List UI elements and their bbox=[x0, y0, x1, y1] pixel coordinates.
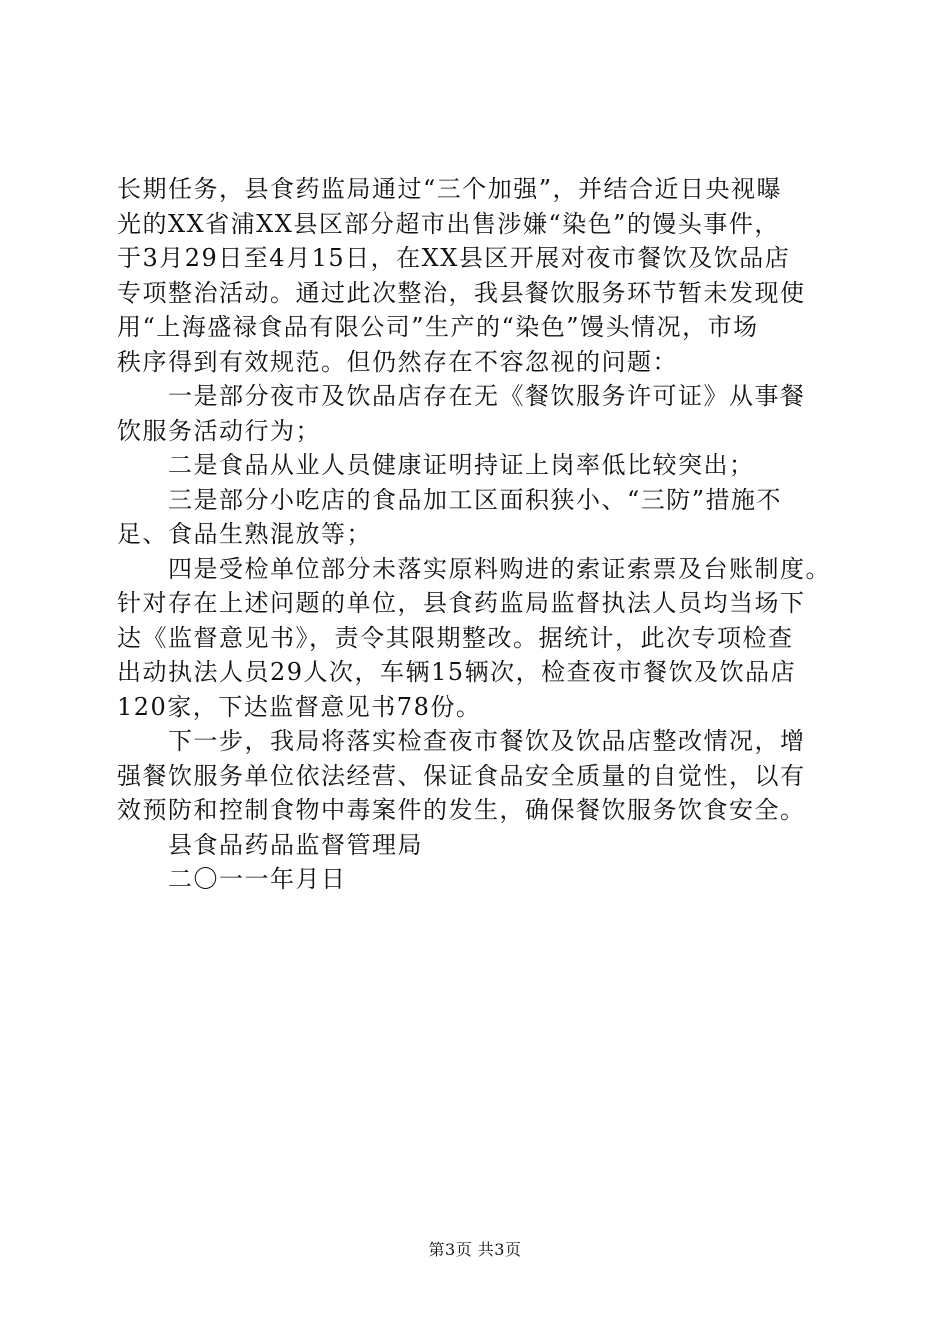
text-line: 饮服务活动行为； bbox=[117, 416, 321, 445]
page-number-footer: 第3页 共3页 bbox=[428, 1240, 522, 1259]
list-item-1: 一是部分夜市及饮品店存在无《餐饮服务许可证》从事餐 bbox=[117, 382, 806, 410]
document-body bbox=[117, 172, 833, 897]
text-line: 120家，下达监督意见书78份。 bbox=[117, 692, 482, 721]
signature-date: 二〇一一年月日 bbox=[117, 865, 347, 893]
list-item-2: 二是食品从业人员健康证明持证上岗率低比较突出； bbox=[117, 451, 755, 479]
text-line: 长期任务，县食药监局通过“三个加强”，并结合近日央视曝 bbox=[117, 175, 783, 203]
text-line: 出动执法人员29人次，车辆15辆次，检查夜市餐饮及饮品店 bbox=[117, 658, 797, 686]
text-line: 针对存在上述问题的单位，县食药监局监督执法人员均当场下 bbox=[117, 589, 806, 617]
list-item-3: 三是部分小吃店的食品加工区面积狭小、“三防”措施不 bbox=[117, 485, 783, 514]
next-step-paragraph: 下一步，我局将落实检查夜市餐饮及饮品店整改情况，增 bbox=[117, 727, 806, 755]
text-line: 强餐饮服务单位依法经营、保证食品安全质量的自觉性，以有 bbox=[117, 761, 806, 790]
text-line: 光的XX省浦XX县区部分超市出售涉嫌“染色”的馒头事件， bbox=[117, 209, 780, 238]
text-line: 达《监督意见书》，责令其限期整改。据统计，此次专项检查 bbox=[117, 623, 794, 652]
text-line: 效预防和控制食物中毒案件的发生，确保餐饮服务饮食安全。 bbox=[117, 796, 806, 824]
list-item-4: 四是受检单位部分未落实原料购进的索证索票及台账制度。 bbox=[117, 554, 831, 583]
text-line: 足、食品生熟混放等； bbox=[117, 520, 372, 548]
text-line: 于3月29日至4月15日，在XX县区开展对夜市餐饮及饮品店 bbox=[117, 244, 791, 272]
text-line: 专项整治活动。通过此次整治，我县餐饮服务环节暂未发现使 bbox=[117, 278, 806, 307]
text-line: 用“上海盛禄食品有限公司”生产的“染色”馒头情况，市场 bbox=[117, 313, 759, 341]
signature-organization: 县食品药品监督管理局 bbox=[117, 830, 423, 859]
text-line: 秩序得到有效规范。但仍然存在不容忽视的问题： bbox=[117, 347, 678, 376]
